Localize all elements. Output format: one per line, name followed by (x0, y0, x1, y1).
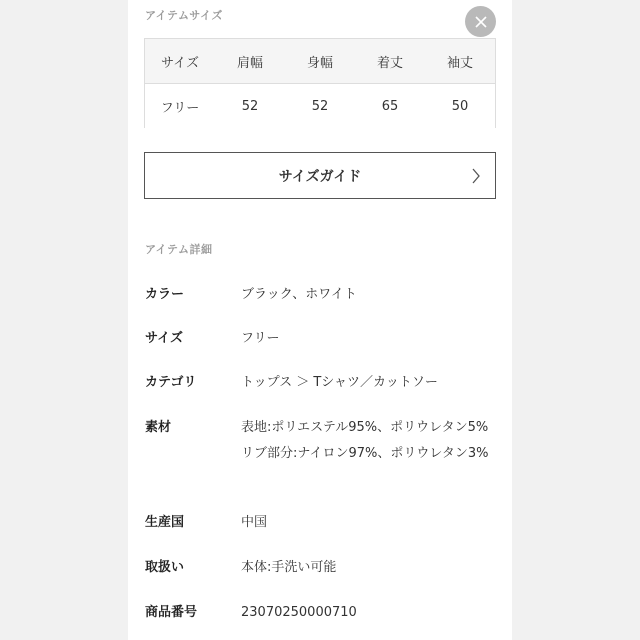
column-header-sleeve: 袖丈 (446, 55, 473, 71)
detail-value: 中国 (241, 515, 268, 530)
item-size-heading: アイテムサイズ (145, 9, 223, 22)
item-detail-heading: アイテム詳細 (145, 243, 213, 256)
detail-value: 表地:ポリエステル95%、ポリウレタン5% リブ部分:ナイロン97%、ポリウレタン3% (241, 420, 489, 461)
table-row (145, 84, 495, 128)
column-header-length: 着丈 (376, 55, 403, 71)
detail-label: 商品番号 (145, 605, 198, 620)
table-cell-sleeve: 50 (451, 98, 469, 114)
column-header-shoulder: 肩幅 (236, 55, 263, 71)
detail-label: サイズ (145, 331, 183, 346)
close-icon (475, 16, 487, 28)
column-header-size: サイズ (161, 55, 199, 71)
detail-value: 本体:手洗い可能 (241, 560, 337, 575)
detail-label: 生産国 (145, 515, 185, 530)
table-cell-shoulder: 52 (241, 98, 259, 114)
table-cell-size: フリー (160, 100, 200, 116)
detail-row-material (145, 415, 495, 493)
size-guide-button[interactable] (144, 152, 496, 199)
size-guide-label: サイズガイド (278, 168, 362, 185)
column-header-width: 身幅 (306, 55, 333, 71)
table-cell-width: 52 (311, 98, 329, 114)
detail-value: トップス ＞ Tシャツ／カットソー (241, 375, 438, 390)
detail-row-size (145, 326, 495, 352)
table-cell-length: 65 (381, 98, 399, 114)
close-button[interactable] (465, 6, 496, 37)
detail-row-origin (145, 510, 495, 536)
detail-row-product-number (145, 600, 495, 626)
size-table (144, 38, 496, 128)
detail-value: 23070250000710 (241, 605, 357, 620)
size-table-header (145, 39, 495, 84)
detail-value: フリー (241, 331, 280, 346)
detail-label: カラー (145, 287, 185, 302)
detail-label: 取扱い (145, 560, 185, 575)
detail-row-category (145, 370, 495, 396)
detail-label: カテゴリ (145, 375, 197, 390)
detail-row-care (145, 555, 495, 581)
detail-value: ブラック、ホワイト (241, 287, 357, 302)
detail-label: 素材 (145, 420, 172, 435)
detail-row-color (145, 282, 495, 308)
chevron-right-icon (471, 167, 481, 185)
